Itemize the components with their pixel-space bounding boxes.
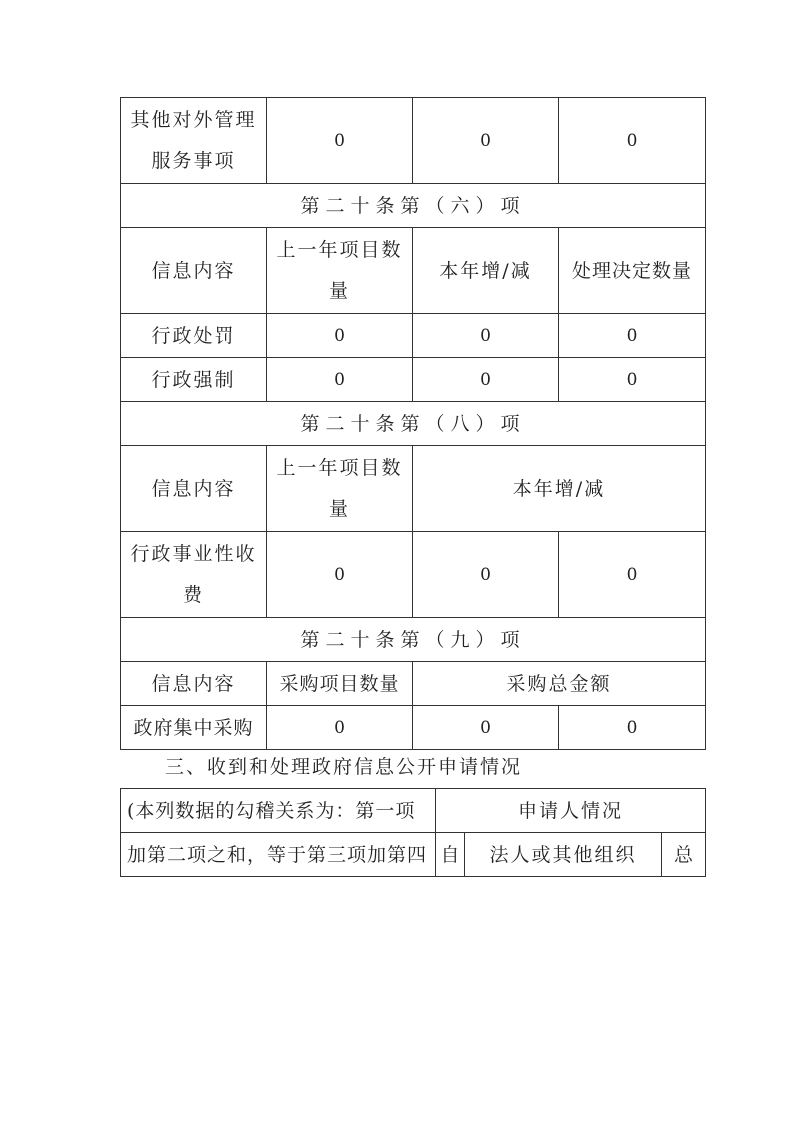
cell-value: 0 [267, 706, 413, 750]
table-row [121, 833, 706, 877]
cell-value: 0 [413, 98, 559, 184]
cell-value: 0 [413, 358, 559, 402]
cell-value: 0 [413, 706, 559, 750]
section-title-item-6: 第二十条第（六）项 [121, 184, 706, 228]
cell-value: 0 [267, 532, 413, 618]
table-row [121, 789, 706, 833]
row-label: 行政强制 [121, 358, 267, 402]
section-title-item-8: 第二十条第（八）项 [121, 402, 706, 446]
row-label: 政府集中采购 [121, 706, 267, 750]
table-row [121, 314, 706, 358]
table-row [121, 98, 706, 184]
header-legal-entity: 法人或其他组织 [465, 833, 662, 877]
note-line-2: 加第二项之和，等于第三项加第四 [121, 833, 436, 877]
cell-value: 0 [559, 532, 706, 618]
header-info-content: 信息内容 [121, 662, 267, 706]
header-info-content: 信息内容 [121, 228, 267, 314]
header-procurement-amount: 采购总金额 [413, 662, 706, 706]
section-title-row [121, 618, 706, 662]
header-prev-year-count: 上一年项目数量 [267, 446, 413, 532]
header-procurement-count: 采购项目数量 [267, 662, 413, 706]
cell-value: 0 [559, 358, 706, 402]
row-label: 行政事业性收费 [121, 532, 267, 618]
header-prev-year-count: 上一年项目数量 [267, 228, 413, 314]
header-change: 本年增/减 [413, 228, 559, 314]
row-label: 行政处罚 [121, 314, 267, 358]
cell-value: 0 [267, 358, 413, 402]
section-heading: 三、收到和处理政府信息公开申请情况 [165, 756, 523, 778]
note-line-1: (本列数据的勾稽关系为：第一项 [121, 789, 436, 833]
header-change: 本年增/减 [413, 446, 706, 532]
cell-value: 0 [267, 314, 413, 358]
header-row [121, 662, 706, 706]
cell-value: 0 [413, 314, 559, 358]
header-applicant: 申请人情况 [436, 789, 706, 833]
header-natural-person: 自 [436, 833, 465, 877]
application-table [120, 788, 706, 877]
cell-value: 0 [559, 706, 706, 750]
section-title-item-9: 第二十条第（九）项 [121, 618, 706, 662]
header-row [121, 228, 706, 314]
row-label-other-services: 其他对外管理服务事项 [121, 98, 267, 184]
header-total: 总 [662, 833, 706, 877]
cell-value: 0 [559, 314, 706, 358]
cell-value: 0 [559, 98, 706, 184]
header-row [121, 446, 706, 532]
section-title-row [121, 184, 706, 228]
header-decision-count: 处理决定数量 [559, 228, 706, 314]
cell-value: 0 [267, 98, 413, 184]
header-info-content: 信息内容 [121, 446, 267, 532]
table-row [121, 532, 706, 618]
cell-value: 0 [413, 532, 559, 618]
table-row [121, 358, 706, 402]
section-title-row [121, 402, 706, 446]
table-row [121, 706, 706, 750]
info-disclosure-table [120, 97, 706, 750]
